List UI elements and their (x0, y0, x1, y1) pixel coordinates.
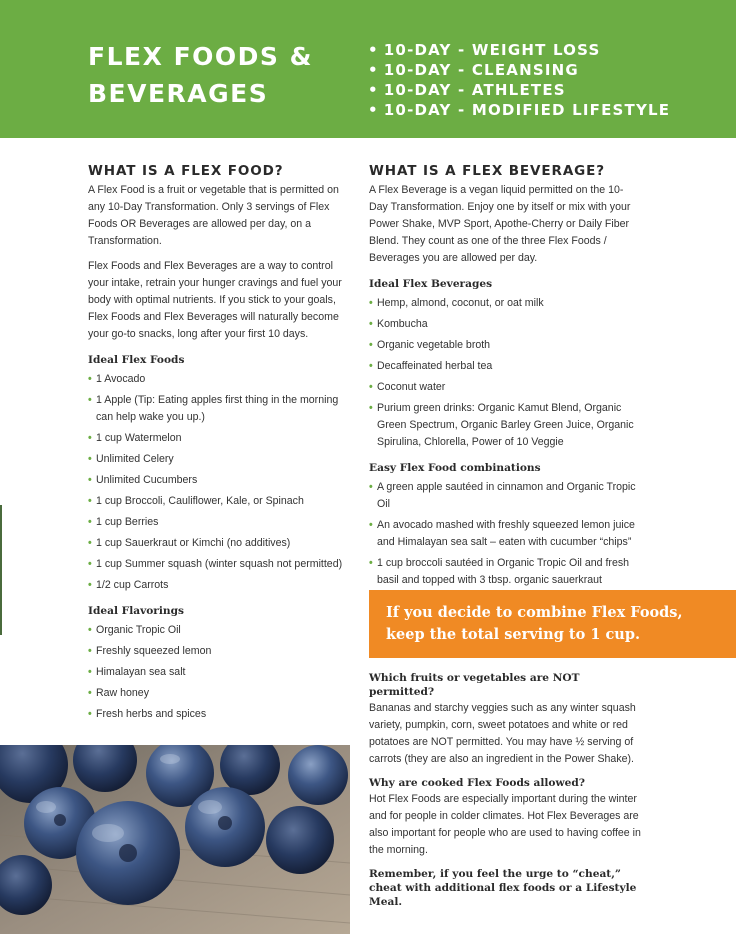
list-item-text: Raw honey (96, 687, 149, 699)
faq-answer-not-permitted: Bananas and starchy veggies such as any winter squash variety, pumpkin, corn, sweet potatoes and white or red potatoes are NOT permitted. You may have ½ serving of carrots (they are also an ingredient in the Power Shake). (369, 702, 636, 765)
flex-beverage-intro: A Flex Beverage is a vegan liquid permitted on the 10-Day Transformation. Enjoy one by itself or mix with your Power Shake, MVP Sport, Apothe-Cherry or Daily Fiber Blend. They count as one of the three Flex Foods / Beverages you are allowed per day. (369, 184, 631, 264)
header-banner (0, 0, 736, 138)
list-item (369, 517, 641, 551)
list-item-text: Freshly squeezed lemon (96, 645, 212, 657)
faq-question-not-permitted: Which fruits or vegetables are NOT permitted? (369, 672, 580, 698)
callout-text (386, 602, 736, 646)
bullet-mark: • (88, 558, 92, 570)
combos-list (369, 479, 641, 589)
edge-mark (0, 505, 2, 635)
program-bullet: • (368, 61, 379, 79)
list-item-text: Kombucha (377, 318, 428, 330)
bullet-mark: • (88, 624, 92, 636)
list-item-text: An avocado mashed with freshly squeezed lemon juice and Himalayan sea salt – eaten with cucumber “chips” (377, 519, 635, 548)
list-item (369, 555, 641, 589)
list-item-text: 1/2 cup Carrots (96, 579, 169, 591)
bullet-mark: • (369, 557, 373, 569)
flex-food-intro: A Flex Food is a fruit or vegetable that is permitted on any 10-Day Transformation. Only 3 servings of Flex Foods OR Beverages are allowed per day, on a Transformation. (88, 184, 339, 247)
list-item (369, 295, 641, 312)
bullet-mark: • (369, 339, 373, 351)
left-column (88, 162, 348, 727)
list-item (88, 493, 348, 510)
faq-answer-cooked: Hot Flex Foods are especially important during the winter and for people in colder climates. Hot Flex Beverages are also important for people who are used to having coffee in the morning. (369, 793, 641, 856)
page-title-line1: FLEX FOODS & (88, 42, 313, 71)
list-item (88, 451, 348, 468)
faq-section (369, 671, 641, 910)
bullet-mark: • (88, 537, 92, 549)
program-label: 10-DAY - WEIGHT LOSS (383, 41, 601, 59)
program-item (368, 100, 670, 120)
list-item-text: 1 Avocado (96, 373, 146, 385)
flavorings-heading: Ideal Flavorings (88, 605, 184, 617)
list-item-text: 1 cup Summer squash (winter squash not permitted) (96, 558, 343, 570)
bullet-mark: • (88, 708, 92, 720)
program-label: 10-DAY - ATHLETES (383, 81, 566, 99)
bullet-mark: • (369, 402, 373, 414)
beverages-heading: Ideal Flex Beverages (369, 278, 493, 290)
list-item (88, 392, 348, 426)
program-item (368, 80, 670, 100)
list-item-text: 1 cup Broccoli, Cauliflower, Kale, or Spinach (96, 495, 304, 507)
list-item-text: 1 cup Berries (96, 516, 159, 528)
faq-question-cooked: Why are cooked Flex Foods allowed? (369, 777, 585, 789)
page-title-line2: BEVERAGES (88, 79, 269, 108)
flex-food-heading: WHAT IS A FLEX FOOD? (88, 163, 284, 179)
list-item-text: Coconut water (377, 381, 446, 393)
list-item (88, 430, 348, 447)
callout-line1: If you decide to combine Flex Foods, (386, 604, 683, 621)
program-list (368, 40, 670, 120)
bullet-mark: • (88, 453, 92, 465)
bullet-mark: • (88, 579, 92, 591)
bullet-mark: • (88, 645, 92, 657)
list-item (88, 556, 348, 573)
list-item (369, 337, 641, 354)
list-item-text: A green apple sautéed in cinnamon and Organic Tropic Oil (377, 481, 636, 510)
list-item (88, 706, 348, 723)
program-item (368, 40, 670, 60)
list-item (88, 371, 348, 388)
list-item (88, 577, 348, 594)
list-item-text: Unlimited Cucumbers (96, 474, 198, 486)
program-bullet: • (368, 81, 379, 99)
list-item (88, 535, 348, 552)
serving-callout (369, 590, 736, 658)
right-column (369, 162, 641, 593)
bullet-mark: • (88, 495, 92, 507)
list-item (88, 514, 348, 531)
list-item-text: Fresh herbs and spices (96, 708, 207, 720)
closing-remark: Remember, if you feel the urge to “cheat,” cheat with additional flex foods or a Lifestyle Meal. (369, 868, 637, 908)
list-item (88, 664, 348, 681)
flex-food-description: Flex Foods and Flex Beverages are a way to control your intake, retrain your hunger cravings and fuel your body with optimal nutrients. If you stick to your goals, Flex Foods and Flex Beverages will naturally become your go-to snacks, long after your first 10 days. (88, 260, 342, 340)
list-item (369, 379, 641, 396)
bullet-mark: • (88, 432, 92, 444)
list-item-text: Purium green drinks: Organic Kamut Blend, Organic Green Spectrum, Organic Barley Green Juice, Organic Spirulina, Chlorella, Power of 10 Veggie (377, 402, 634, 448)
list-item-text: 1 cup broccoli sautéed in Organic Tropic Oil and fresh basil and topped with 3 tbsp. organic sauerkraut (377, 557, 630, 586)
bullet-mark: • (369, 519, 373, 531)
list-item (88, 685, 348, 702)
bullet-mark: • (369, 360, 373, 372)
list-item-text: Unlimited Celery (96, 453, 174, 465)
page-title (88, 38, 313, 112)
bullet-mark: • (88, 666, 92, 678)
program-label: 10-DAY - CLEANSING (383, 61, 579, 79)
flavorings-list (88, 622, 348, 723)
list-item-text: Decaffeinated herbal tea (377, 360, 493, 372)
list-item-text: 1 Apple (Tip: Eating apples first thing in the morning can help wake you up.) (96, 394, 339, 423)
bullet-mark: • (369, 318, 373, 330)
callout-line2: keep the total serving to 1 cup. (386, 626, 641, 643)
list-item-text: 1 cup Watermelon (96, 432, 182, 444)
program-item (368, 60, 670, 80)
flex-beverage-heading: WHAT IS A FLEX BEVERAGE? (369, 163, 606, 179)
list-item-text: Organic vegetable broth (377, 339, 491, 351)
bullet-mark: • (88, 516, 92, 528)
bullet-mark: • (369, 481, 373, 493)
bullet-mark: • (88, 474, 92, 486)
program-bullet: • (368, 41, 379, 59)
list-item (88, 472, 348, 489)
program-label: 10-DAY - MODIFIED LIFESTYLE (383, 101, 671, 119)
list-item (88, 643, 348, 660)
ideal-foods-list (88, 371, 348, 594)
combos-heading: Easy Flex Food combinations (369, 462, 541, 474)
list-item (369, 316, 641, 333)
list-item (369, 479, 641, 513)
program-bullet: • (368, 101, 379, 119)
list-item (369, 400, 641, 451)
list-item-text: Himalayan sea salt (96, 666, 186, 678)
list-item (369, 358, 641, 375)
bullet-mark: • (369, 297, 373, 309)
beverages-list (369, 295, 641, 451)
list-item-text: Organic Tropic Oil (96, 624, 181, 636)
blueberries-photo (0, 745, 350, 934)
bullet-mark: • (88, 373, 92, 385)
bullet-mark: • (88, 687, 92, 699)
bullet-mark: • (88, 394, 92, 406)
list-item-text: 1 cup Sauerkraut or Kimchi (no additives) (96, 537, 291, 549)
ideal-foods-heading: Ideal Flex Foods (88, 354, 185, 366)
list-item (88, 622, 348, 639)
bullet-mark: • (369, 381, 373, 393)
list-item-text: Hemp, almond, coconut, or oat milk (377, 297, 544, 309)
